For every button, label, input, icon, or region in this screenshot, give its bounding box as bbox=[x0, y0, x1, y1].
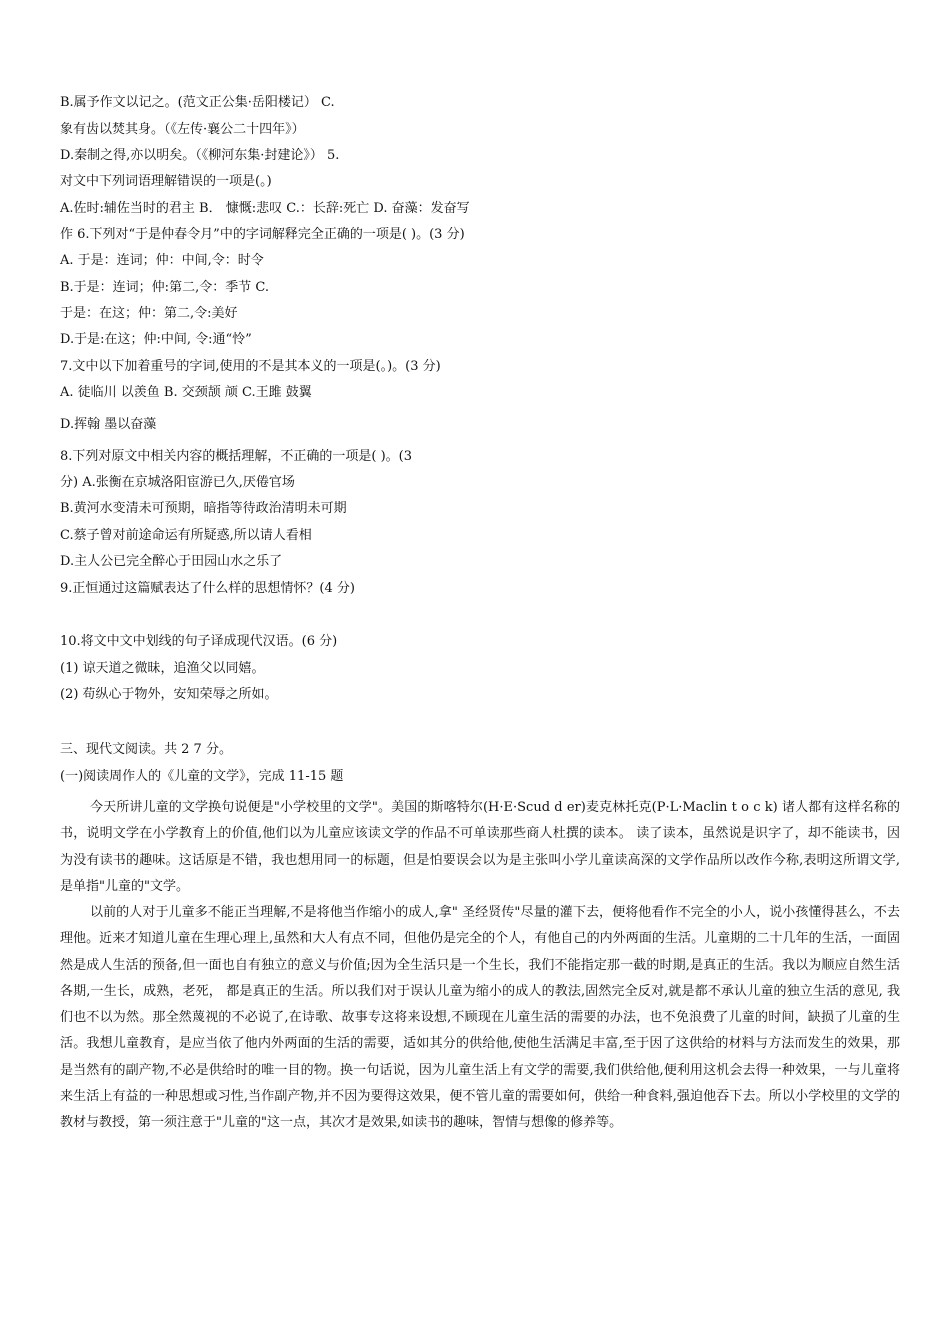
body-paragraph: 今天所讲儿童的文学换句说便是"小学校里的文学"。美国的斯喀特尔(H·E·Scud d er)麦克林托克(P·L·Maclin t o c k) 诸人都有这样名称的书，说明文学在小学教育上的价值,他们以为儿童应该读文学的作品不可单读那些商人杜撰的读本。 读了读本，虽然说是识字了，却不能读书，因为没有读书的趣味。这话原是不错，我也想用同一的标题，但是怕要误会以为是主张叫小学儿童读高深的文学作品所以改作今称,表明这所谓文学,是单指"儿童的"文学。 bbox=[60, 800, 900, 894]
body-paragraph: 以前的人对于儿童多不能正当理解,不是将他当作缩小的成人,拿" 圣经贤传"尽量的灌下去，便将他看作不完全的小人，说小孩懂得甚么，不去理他。近来才知道儿童在生理心理上,虽然和大人有点不同，但他仍是完全的个人，有他自己的内外两面的生活。儿童期的二十几年的生活，一面固然是成人生活的预备,但一面也自有独立的意义与价值;因为全生活只是一个生长，我们不能指定那一截的时期,是真正的生活。我以为顺应自然生活各期,一生长，成熟，老死， 都是真正的生活。所以我们对于误认儿童为缩小的成人的教法,固然完全反对,就是都不承认儿童的独立生活的意见, 我们也不以为然。那全然蔑视的不必说了,在诗歌、故事专这将来设想,不顾现在儿童生活的需要的办法，也不免浪费了儿童的时间，缺损了儿童的生活。我想儿童教育，是应当依了他内外两面的生活的需要，适如其分的供给他,使他生活满足丰富,至于因了这供给的材料与方法而发生的效果，那是当然有的副产物,不必是供给时的唯一目的物。换一句话说，因为儿童生活上有文学的需要,我们供给他,便利用这机会去得一种效果，一与儿童将来生活上有益的一种思想或习性,当作副产物,并不因为要得这效果，便不管儿童的需要如何，供给一种食料,强迫他吞下去。所以小学校里的文学的教材与教授，第一须注意于"儿童的"这一点，其次才是效果,如读书的趣味，智情与想像的修养等。 bbox=[60, 905, 900, 1131]
text-line: B.属予作文以记之。(范文正公集·岳阳楼记） C. bbox=[60, 95, 335, 110]
text-line: 7.文中以下加着重号的字词,使用的不是其本义的一项是(｡)。(3 分) bbox=[60, 359, 441, 374]
text-line: 对文中下列词语理解错误的一项是(｡) bbox=[60, 174, 272, 189]
text-line: B.黄河水变清未可预期，暗指等待政治清明未可期 bbox=[60, 501, 347, 516]
text-line: 分) A.张衡在京城洛阳宦游已久,厌倦官场 bbox=[60, 475, 295, 490]
text-line: D.挥翰 墨以奋藻 bbox=[60, 417, 157, 432]
text-line: A. 徒临川 以羡鱼 B. 交颈颉 颃 C.王雎 鼓翼 bbox=[60, 385, 312, 400]
text-line: D.秦制之得,亦以明矣。（《柳河东集·封建论》） 5. bbox=[60, 148, 340, 163]
text-line: A. 于是：连词；仲：中间,令：时令 bbox=[60, 253, 264, 268]
text-line: A.佐时:辅佐当时的君主 B． 慷慨:悲叹 C.：长辞:死亡 D. 奋藻：发奋写 bbox=[60, 201, 470, 216]
text-line: 三、现代文阅读。共 2 7 分。 bbox=[60, 742, 232, 757]
text-line: D.主人公已完全醉心于田园山水之乐了 bbox=[60, 554, 283, 569]
text-line: 于是：在这；仲：第二,令:美好 bbox=[60, 306, 238, 321]
text-line: C.蔡子曾对前途命运有所疑惑,所以请人看相 bbox=[60, 528, 312, 543]
text-line: 作 6.下列对“于是仲春令月”中的字词解释完全正确的一项是( )。(3 分) bbox=[60, 227, 465, 242]
text-line: (1) 谅天道之微昧，追渔父以同嬉。 bbox=[60, 661, 265, 676]
text-line: 象有齿以焚其身。（《左传·襄公二十四年》） bbox=[60, 122, 305, 137]
text-line: 9.正恒通过这篇赋表达了什么样的思想情怀？(4 分) bbox=[60, 581, 355, 596]
text-line: 8.下列对原文中相关内容的概括理解，不正确的一项是( )。(3 bbox=[60, 449, 413, 464]
text-line: (一)阅读周作人的《儿童的文学》，完成 11-15 题 bbox=[60, 769, 344, 784]
text-line: D.于是:在这；仲:中间, 令:通“怜” bbox=[60, 332, 252, 347]
text-line: (2) 苟纵心于物外，安知荣辱之所如。 bbox=[60, 687, 278, 702]
text-line: 10.将文中文中划线的句子译成现代汉语。(6 分) bbox=[60, 634, 338, 649]
text-line: B.于是：连词；仲:第二,令：季节 C. bbox=[60, 280, 269, 295]
